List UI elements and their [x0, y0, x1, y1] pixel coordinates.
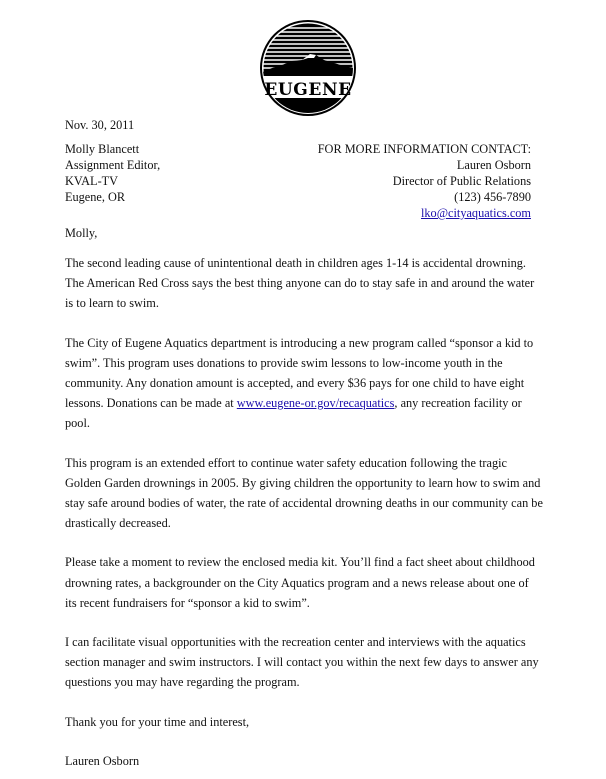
recipient-location: Eugene, OR [65, 190, 126, 204]
paragraph-opportunities: I can facilitate visual opportunities with the recreation center and interviews with the aquatics section manager and swim instructors. I will contact you within the next few days to answer any questions you may have regarding the program. [65, 635, 539, 690]
eugene-logo [258, 18, 358, 118]
letter-date: Nov. 30, 2011 [65, 118, 135, 132]
paragraph-drowning-stats: The second leading cause of unintentional death in children ages 1-14 is accidental drowning. The American Red Cross says the best thing anyone can do to stay safe in and around the water is to learn to swim. [65, 256, 535, 311]
paragraph-program-effort: This program is an extended effort to continue water safety education following the tragic Golden Garden drownings in 2005. By giving children the opportunity to learn how to swim and stay safe around bodies of water, the rate of accidental drowning deaths in our community can be drastically decreased. [65, 455, 543, 531]
recipient-company: KVAL-TV [65, 174, 119, 188]
svg-text:EUGENE: EUGENE [264, 80, 352, 100]
contact-block [318, 141, 531, 221]
recipient-name: Molly Blancett [65, 142, 140, 156]
letter-body [65, 253, 543, 779]
contact-phone: (123) 456-7890 [454, 190, 531, 204]
paragraph-media-kit: Please take a moment to review the enclosed media kit. You’ll find a fact sheet about childhood drowning rates, a backgrounder on the City Aquatics program and a news release about one of its recent fundraisers for “sponsor a kid to swim”. [65, 555, 535, 610]
donation-link[interactable]: www.eugene-or.gov/recaquatics [236, 396, 395, 411]
contact-heading: FOR MORE INFORMATION CONTACT: [317, 142, 531, 156]
contact-title: Director of Public Relations [392, 174, 531, 188]
recipient-title: Assignment Editor, [65, 158, 161, 172]
closing-line: Thank you for your time and interest, [65, 714, 250, 729]
salutation: Molly, [65, 226, 98, 240]
contact-name: Lauren Osborn [456, 158, 531, 172]
contact-email-link[interactable]: lko@cityaquatics.com [420, 206, 531, 220]
paragraph-program-intro: The City of Eugene Aquatics department is introducing a new program called “sponsor a kid to swim”. This program uses donations to provide swim lessons to low-income youth in the community. Any donation amount is accepted, and every $36 pays for one child to have eight lessons. Donations can be made at www.eugene-or.gov/recaquatics, any recreation facility or pool. [65, 335, 534, 431]
signature-name: Lauren Osborn [65, 753, 140, 768]
recipient-block [65, 141, 160, 205]
